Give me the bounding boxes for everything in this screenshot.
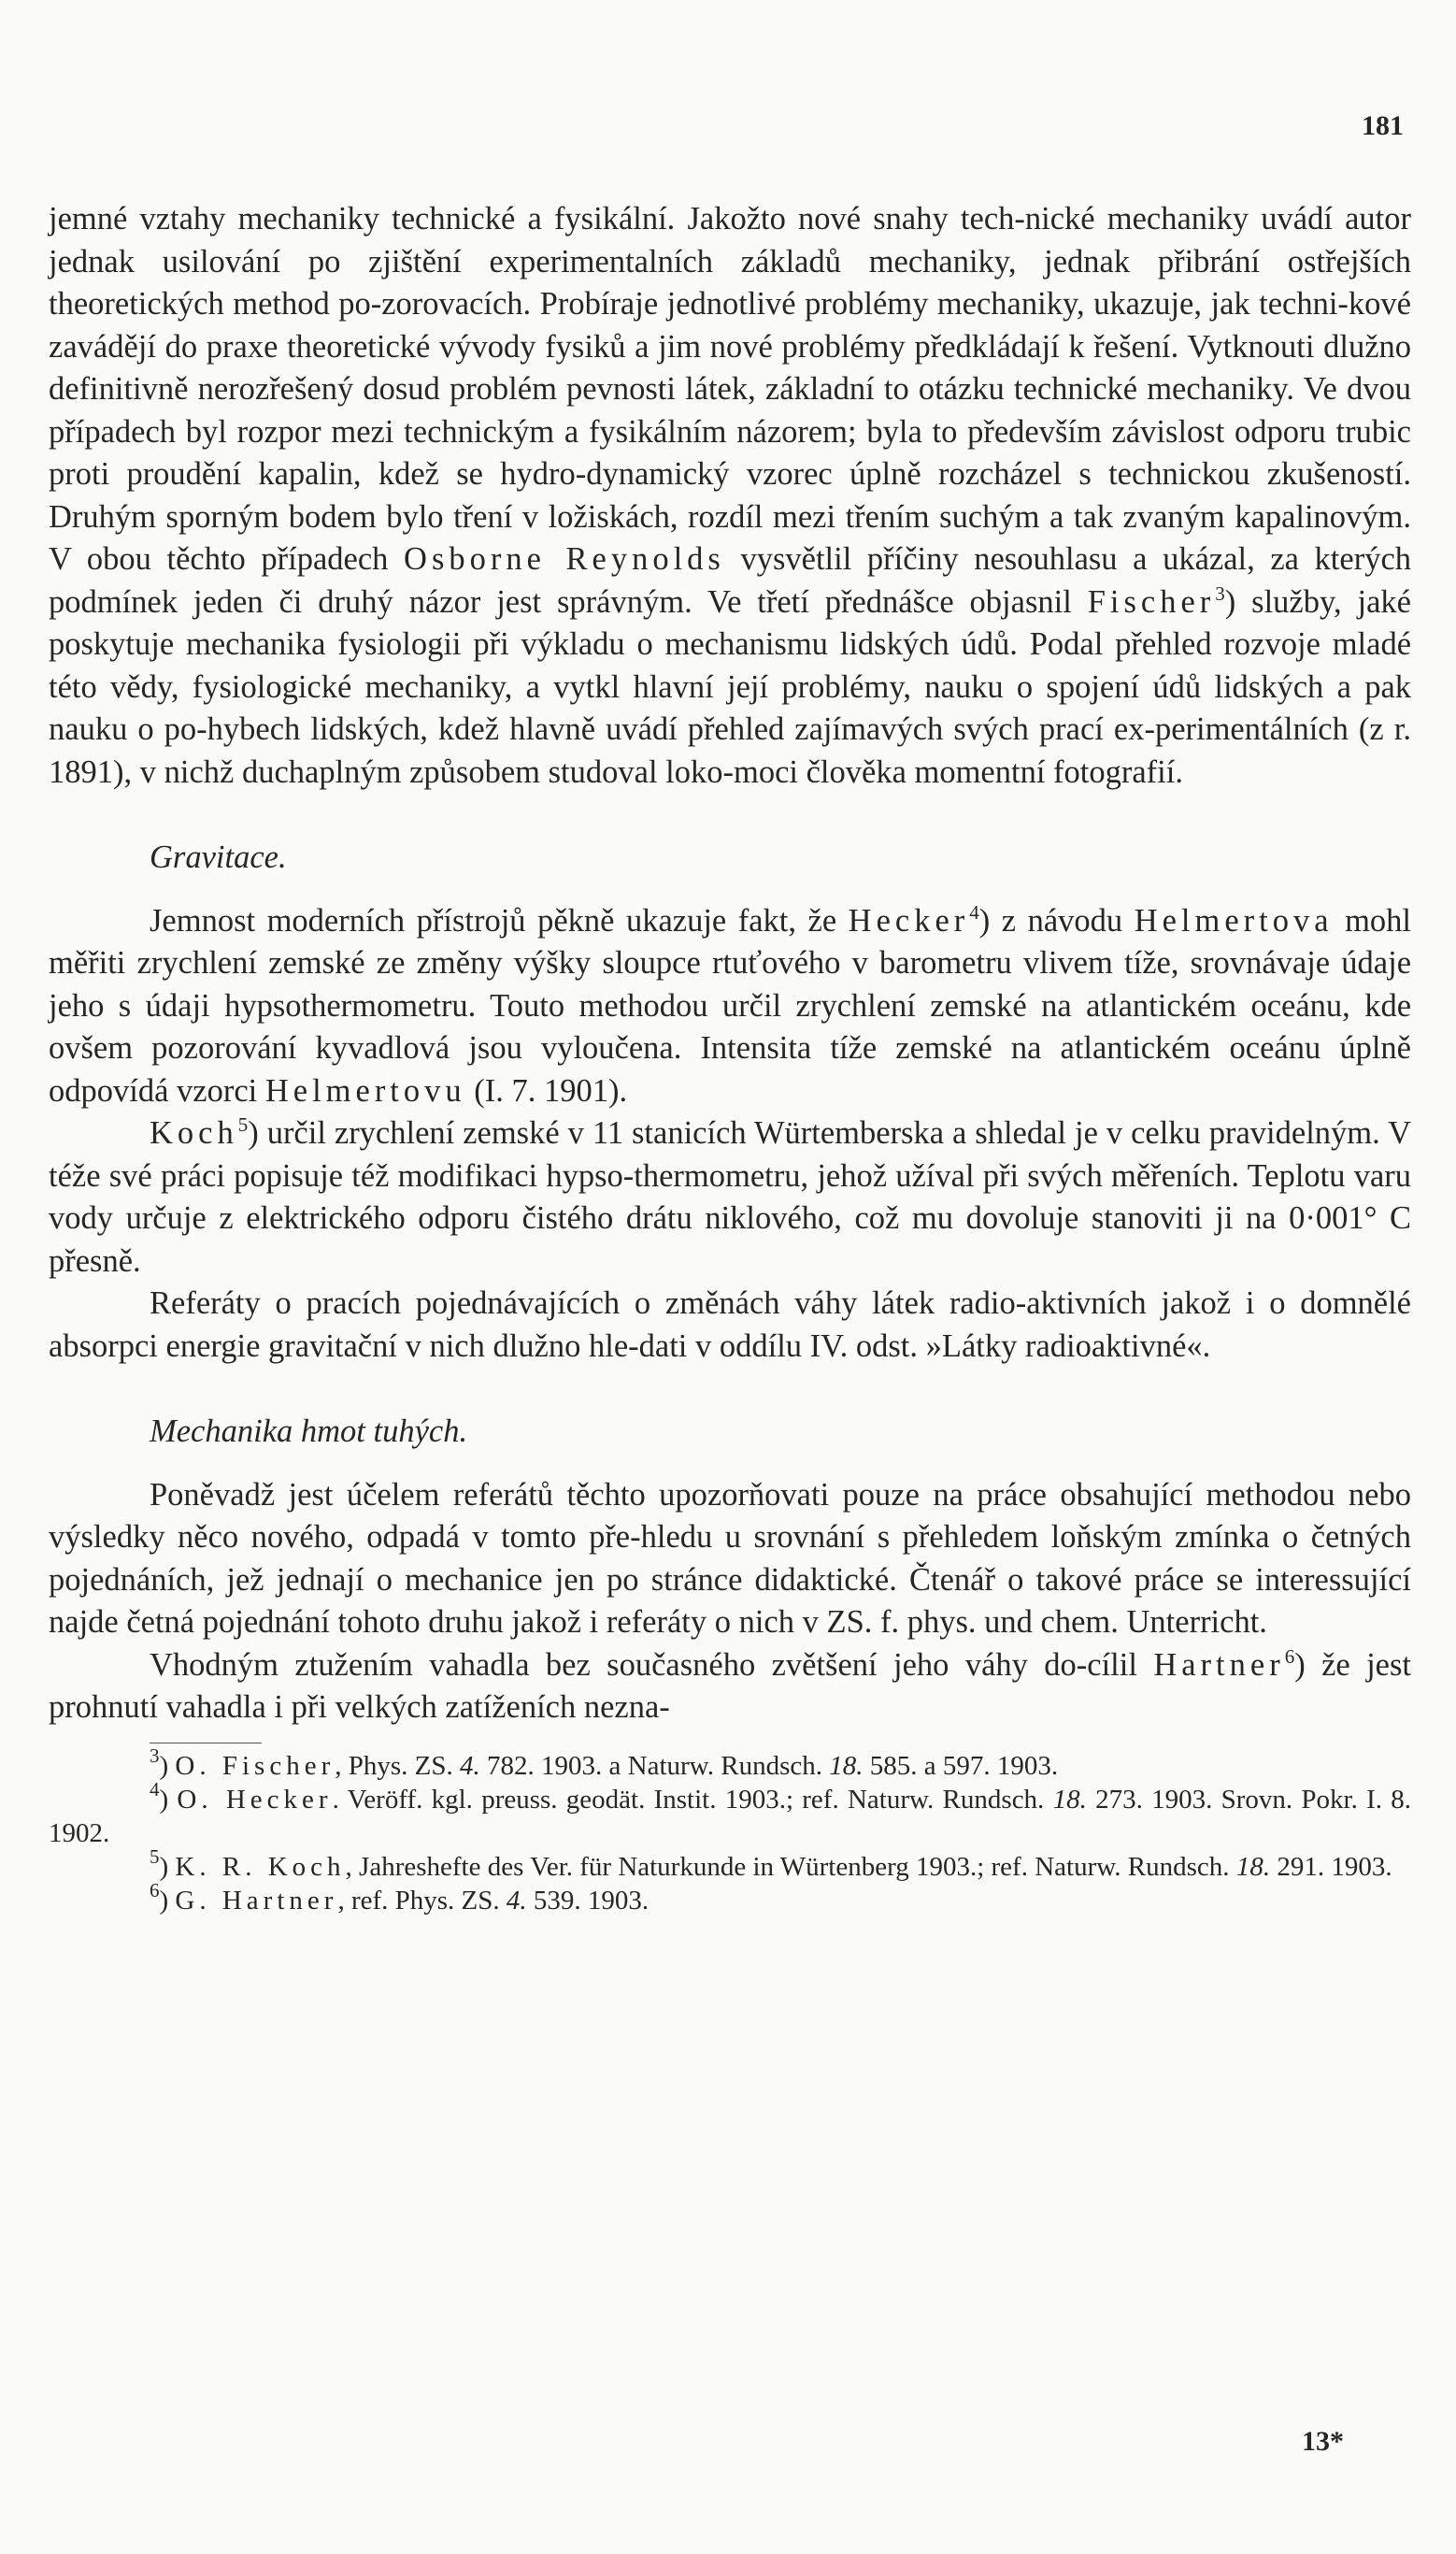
text-line: jež jednají o mechanice jen po stránce didaktické. Čtenář o takové práce: [226, 1561, 1205, 1598]
volume-number: 18.: [1052, 1784, 1087, 1815]
text-line: Referáty o pracích pojednávajících o změnách váhy látek radio-: [150, 1285, 1027, 1321]
text-line: Naturw. Rundsch.: [1035, 1851, 1230, 1882]
author-name: Helmertova: [1134, 902, 1334, 939]
text-line: perimentálních (z r. 1891), v nichž duchaplným způsobem studoval loko-: [49, 711, 1411, 790]
text-line: se interessující najde četná pojednání tohoto druhu jakož i referáty o nich: [49, 1561, 1411, 1640]
footnote-mark: 3: [150, 1743, 160, 1767]
volume-number: 4.: [506, 1885, 527, 1916]
text-line: oceánu, kde ovšem pozorování kyvadlová jsou vyloučena. Intensita tíže: [49, 987, 1412, 1066]
text-line: nické mechaniky uvádí autor jednak usilování po zjištění experimentalních: [49, 201, 1411, 280]
text-line: , Phys. ZS.: [335, 1750, 453, 1781]
text-line: 585. a 597. 1903.: [869, 1750, 1059, 1781]
page-number: 181: [1362, 110, 1404, 141]
footnote-mark: 6: [150, 1878, 160, 1901]
text-line: Vhodným ztužením vahadla bez současného zvětšení jeho váhy do-: [150, 1646, 1088, 1683]
author-name: Koch: [150, 1115, 238, 1151]
text-line: názor jest správným. Ve třetí přednášce objasnil: [408, 583, 1072, 620]
text-line: moci člověka momentní fotografií.: [734, 753, 1183, 790]
text-line: 539. 1903.: [533, 1885, 649, 1916]
text-line: dynamický vzorec úplně rozcházel s technickou zkušeností. Druhým: [49, 456, 1411, 535]
footnote-mark: 5: [150, 1844, 160, 1868]
text-line: hybech lidských, kdež hlavně uvádí přehled zajímavých svých prací ex-: [207, 711, 1155, 747]
author-name: O. Hecker: [177, 1784, 333, 1815]
volume-number: 18.: [1235, 1851, 1271, 1882]
text-line: Jemnost moderních přístrojů pěkně ukazuje fakt, že: [150, 902, 837, 939]
text-line: problém pevnosti látek, základní to otázku technické mechaniky. Ve dvou: [449, 371, 1411, 407]
author-name: Osborne Reynolds: [404, 541, 725, 577]
author-name: Hartner: [1153, 1646, 1285, 1683]
text-line: thermometru, jehož užíval při svých měřeních. Teplotu varu vody určuje: [49, 1157, 1412, 1236]
volume-number: 4.: [460, 1750, 480, 1781]
text-line: ): [978, 902, 991, 939]
author-name: K. R. Koch: [175, 1851, 346, 1882]
text-line: hlavní její problémy, nauku o spojení údů lidských a pak nauku o po-: [49, 668, 1412, 747]
body-text: [49, 198, 1411, 1917]
author-name: Fischer: [1087, 583, 1216, 620]
text-line: zorovacích. Probíraje jednotlivé problémy mechaniky, ukazuje, jak techni-: [381, 286, 1349, 322]
text-line: z návodu: [1001, 902, 1123, 939]
text-line: 273. 1903. Srovn. Pokr. I. 8. 1902.: [49, 1784, 1411, 1848]
text-line: zemské na atlantickém oceánu úplně odpovídá vzorci: [49, 1030, 1411, 1109]
author-name: Hecker: [848, 902, 970, 939]
footnote-6: $^6$) G. Hartner, ref. Phys. ZS. 4. 539. 1903.: [150, 1878, 649, 1916]
paragraph-mechanics-intro: [49, 198, 1411, 794]
text-line: 782. 1903. a Naturw. Rundsch.: [487, 1750, 822, 1781]
text-line: Podal přehled rozvoje mladé této vědy, fysiologické mechaniky, a vytkl: [49, 626, 1412, 705]
footnote-mark: 4: [150, 1777, 160, 1801]
paragraph-hartner: [49, 1644, 1411, 1729]
text-line: především závislost odporu trubic proti proudění kapalin, kdež se hydro-: [49, 413, 1411, 492]
text-line: zvaným kapalinovým. V obou těchto případech: [49, 498, 1412, 577]
footnote-ref: 6: [1284, 1644, 1295, 1668]
text-line: ) určil zrychlení zemské v 11 stanicích Würtemberska a shledal: [248, 1115, 1067, 1151]
section-heading-gravitace: Gravitace.: [150, 839, 287, 875]
footnote-4: $^4$) O. Hecker. Veröff. kgl. preuss. geodät. Instit. 1903.; ref. Naturw. Rundsch. 18. 273. 1903. Srovn. Pokr. I. 8. 1902.: [49, 1777, 1411, 1848]
paragraph-radioactive-reference: [49, 1283, 1411, 1368]
text-line: ) služby, jaké: [1224, 583, 1411, 620]
text-line: vysvětlil příčiny nesouhlasu a ukázal, za kterých podmínek jeden či druhý: [49, 541, 1412, 620]
footnote-ref: 3: [1215, 581, 1225, 605]
text-line: případech byl rozpor mezi technickým a fysikálním názorem; byla to: [49, 413, 958, 450]
text-line: mohl měřiti zrychlení zemské ze změny výšky: [49, 902, 1411, 981]
text-line: hledu u srovnání s přehledem loňským zmínka o četných pojednáních,: [49, 1519, 1411, 1598]
text-line: dati v oddílu IV. odst. »Látky radioaktivné«.: [638, 1327, 1211, 1364]
text-line: Poněvadž jest účelem referátů těchto upozorňovati pouze na práce: [150, 1476, 1047, 1513]
text-line: sloupce rtuťového v barometru vlivem tíže, srovnávaje údaje jeho s údaji: [49, 945, 1412, 1024]
paragraph-koch: [49, 1112, 1411, 1283]
footnotes: [49, 1743, 1411, 1917]
footnote-3: $^3$) O. Fischer, Phys. ZS. 4. 782. 1903. a Naturw. Rundsch. 18. 585. a 597. 1903.: [150, 1743, 1059, 1781]
text-line: předkládají k řešení. Vytknouti dlužno definitivně nerozřešený dosud: [49, 328, 1412, 407]
volume-number: 18.: [829, 1750, 864, 1781]
text-line: z elektrického odporu čistého drátu niklového, což mu dovoluje stanoviti: [219, 1200, 1203, 1236]
text-line: ji na 0·001° C přesně.: [49, 1200, 1412, 1279]
footnote-ref: 4: [969, 900, 979, 924]
text-line: (I. 7. 1901).: [474, 1072, 628, 1109]
footnote-ref: 5: [237, 1113, 249, 1136]
author-name: G. Hartner: [175, 1885, 338, 1916]
text-line: 291. 1903.: [1277, 1851, 1392, 1882]
section-heading-mechanika: Mechanika hmot tuhých.: [150, 1413, 468, 1449]
text-line: cílil: [1087, 1646, 1137, 1683]
text-line: obsahující methodou nebo výsledky něco nového, odpadá v tomto pře-: [49, 1476, 1411, 1555]
text-line: v ZS. f. phys. und chem. Unterricht.: [802, 1604, 1267, 1640]
text-line: aktivních jakož i o domnělé absorpci energie gravitační v nich dlužno hle-: [49, 1285, 1411, 1364]
text-line: , Jahreshefte des Ver. für Naturkunde in Würtenberg 1903.; ref.: [345, 1851, 1028, 1882]
text-line: kové zavádějí do praxe theoretické vývody fysiků a jim nové problémy: [49, 286, 1411, 365]
text-line: je v celku pravidelným. V téže své práci popisuje též modifikaci hypso-: [49, 1115, 1411, 1194]
author-name: Helmertovu: [264, 1072, 466, 1109]
text-line: jemné vztahy mechaniky technické a fysikální. Jakožto nové snahy tech-: [49, 201, 1025, 237]
paragraph-hecker: [49, 900, 1411, 1113]
paragraph-didactic: [49, 1474, 1411, 1644]
text-line: sporným bodem bylo tření v ložiskách, rozdíl mezi třením suchým a tak: [165, 498, 1113, 535]
author-name: O. Fischer: [175, 1750, 335, 1781]
text-line: . Veröff. kgl. preuss. geodät. Instit. 1903.; ref. Naturw. Rundsch.: [332, 1784, 1045, 1815]
footnote-5: $^5$) K. R. Koch, Jahreshefte des Ver. für Naturkunde in Würtenberg 1903.; ref. Naturw. Rundsch. 18. 291. 1903.: [150, 1844, 1392, 1882]
text-line: základů mechaniky, jednak přibrání ostřejších theoretických method po-: [49, 243, 1412, 322]
text-line: poskytuje mechanika fysiologii při výkladu o mechanismu lidských údů.: [49, 626, 1018, 662]
text-line: ) že jest prohnutí vahadla i při velkých zatíženích nezna-: [49, 1646, 1411, 1725]
text-line: hypsothermometru. Touto methodou určil zrychlení zemské na atlantickém: [224, 987, 1237, 1024]
signature-mark: 13*: [1302, 2426, 1344, 2457]
text-line: , ref. Phys. ZS.: [337, 1885, 500, 1916]
